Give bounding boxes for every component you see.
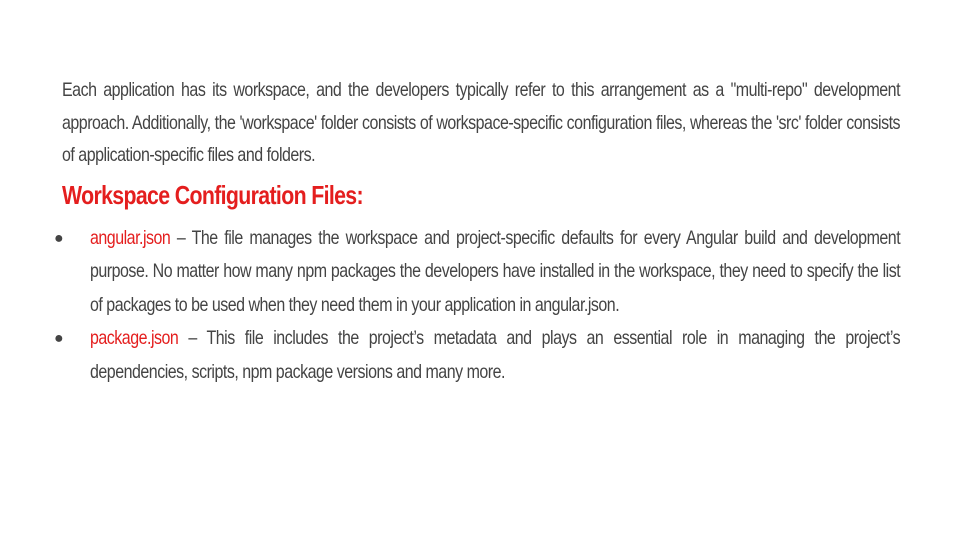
list-item-description: – This file includes the project’s metadata and plays an essential role in managing the project’s dependencies, scripts, npm package versions and many more.	[90, 327, 901, 383]
bullet-icon: ●	[54, 330, 64, 347]
intro-paragraph: Each application has its workspace, and the developers typically refer to this arrangement as a "multi-repo" development approach. Additionally, the 'workspace' folder consists of workspace-specific configuration files, whereas the 'src' folder consists of application-specific files and folders.	[62, 79, 901, 166]
list-item	[54, 322, 901, 389]
config-files-list	[54, 222, 901, 390]
bullet-icon: ●	[54, 229, 64, 247]
list-item-term: angular.json	[90, 226, 171, 249]
list-item-term: package.json	[90, 327, 179, 349]
list-item	[54, 222, 901, 323]
list-item-description: – The file manages the workspace and project-specific defaults for every Angular build and development purpose. No matter how many npm packages the developers have installed in the workspace, they need to specify the list of packages to be used when they need them in your application in angular.json.	[90, 226, 901, 316]
list-item-text	[90, 322, 900, 389]
section-heading: Workspace Configuration Files:	[62, 179, 363, 210]
list-item-text	[90, 222, 900, 323]
